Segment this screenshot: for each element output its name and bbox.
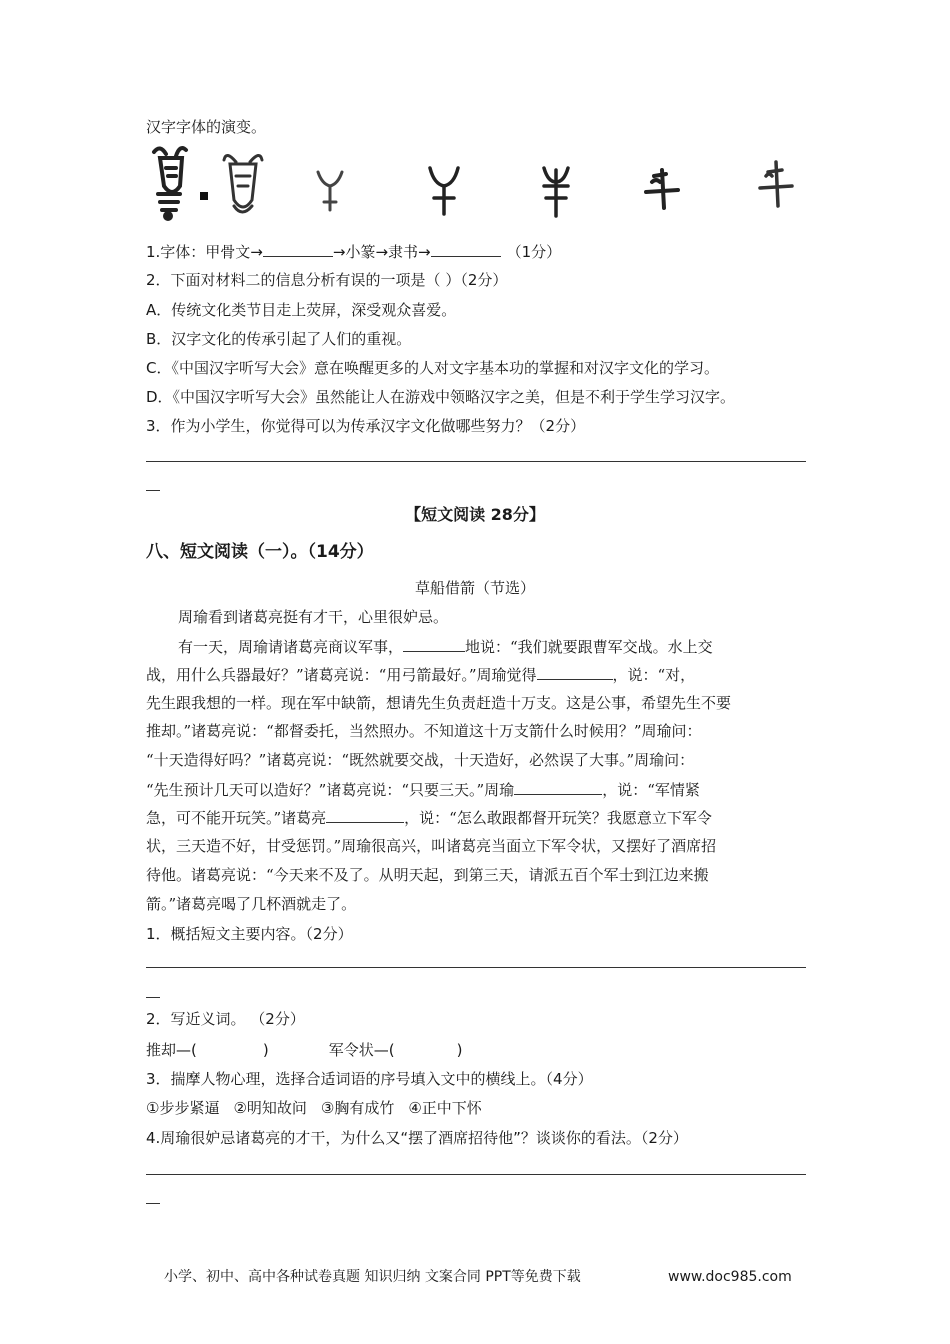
synonym-2-close: ) [456, 1041, 463, 1059]
passage-line [146, 808, 712, 827]
passage-line [146, 780, 700, 799]
question-8-2: 2．写近义词。 （2分） [146, 1010, 305, 1028]
choice-3: ③胸有成竹 [320, 1099, 395, 1117]
answer-line-tail [146, 490, 160, 491]
passage-line [178, 637, 713, 656]
evolution-heading: 汉字字体的演变。 [146, 118, 267, 136]
answer-line[interactable] [146, 967, 806, 968]
passage-line: 先生跟我想的一样。现在军中缺箭，想请先生负责赶造十万支。这是公事，希望先生不要 [146, 694, 732, 712]
answer-line[interactable] [146, 1174, 806, 1175]
passage-text: “先生预计几天可以造好？”诸葛亮说：“只要三天。”周瑜 [146, 781, 515, 799]
bronze-ox-glyph [318, 172, 342, 210]
choice-1: ①步步紧逼 [146, 1099, 220, 1117]
oracle-ox-glyph-2 [224, 155, 262, 212]
passage-text: 急，可不能开玩笑。”诸葛亮 [146, 809, 327, 827]
section-8-title: 八、短文阅读（一）。（14分） [146, 542, 374, 562]
synonym-1-label: 推却—( [146, 1041, 197, 1059]
answer-line[interactable] [146, 461, 806, 462]
passage-line: 周瑜看到诸葛亮挺有才干，心里很妒忌。 [178, 608, 449, 626]
option-c: C．《中国汉字听写大会》意在唤醒更多的人对文字基本功的掌握和对汉字文化的学习。 [146, 359, 719, 377]
oracle-ox-glyph-1 [154, 148, 186, 219]
passage-line: 待他。诸葛亮说：“今天来不及了。从明天起，到第三天，请派五百个军士到江边来搬 [146, 866, 709, 884]
passage-title: 草船借箭（节选） [414, 579, 535, 597]
answer-blank[interactable] [263, 242, 333, 257]
q1-suffix: （1分） [506, 243, 562, 261]
passage-line [146, 665, 695, 684]
passage-text: ，说：“怎么敢跟都督开玩笑？我愿意立下军令 [404, 809, 712, 827]
q1-prefix: 1.字体：甲骨文→ [146, 243, 263, 261]
synonym-1-close: ) [262, 1041, 269, 1059]
passage-text: 战，用什么兵器最好？”诸葛亮说：“用弓箭最好。”周瑜觉得 [146, 666, 537, 684]
seal-ox-glyph-1 [430, 168, 458, 214]
synonym-2-label: 军令状—( [328, 1041, 395, 1059]
question-7-1 [146, 242, 561, 261]
question-7-2: 2．下面对材料二的信息分析有误的一项是（ ）（2分） [146, 271, 508, 289]
passage-text: 地说：“我们就要跟曹军交战。水上交 [465, 638, 713, 656]
choice-4: ④正中下怀 [408, 1099, 482, 1117]
passage-line: 推却。”诸葛亮说：“都督委托，当然照办。不知道这十万支箭什么时候用？”周瑜问： [146, 722, 702, 740]
answer-blank[interactable] [326, 808, 404, 823]
question-8-4: 4.周瑜很妒忌诸葛亮的才干，为什么又“摆了酒席招待他”？谈谈你的看法。（2分） [146, 1129, 688, 1147]
q1-mid: →小篆→隶书→ [332, 243, 431, 261]
passage-text: ，说：“军情紧 [602, 781, 700, 799]
clerical-ox-glyph [646, 170, 678, 208]
passage-line: 箭。”诸葛亮喝了几杯酒就走了。 [146, 895, 357, 913]
question-7-3: 3．作为小学生，你觉得可以为传承汉字文化做哪些努力？（2分） [146, 417, 586, 435]
answer-blank[interactable] [431, 242, 501, 257]
passage-text: 有一天，周瑜请诸葛亮商议军事， [178, 638, 404, 656]
section-banner: 【短文阅读 28分】 [405, 505, 545, 524]
passage-line: 状，三天造不好，甘受惩罚。”周瑜很高兴，叫诸葛亮当面立下军令状，又摆好了酒席招 [146, 837, 717, 855]
answer-line-tail [146, 1203, 160, 1204]
question-8-3: 3．揣摩人物心理，选择合适词语的序号填入文中的横线上。（4分） [146, 1070, 593, 1088]
question-8-1: 1．概括短文主要内容。（2分） [146, 925, 353, 943]
glyph-strip [146, 142, 806, 224]
answer-line-tail [146, 997, 160, 998]
synonym-row [146, 1041, 462, 1059]
option-d: D．《中国汉字听写大会》虽然能让人在游戏中领略汉字之美，但是不利于学生学习汉字。 [146, 388, 736, 406]
answer-blank[interactable] [537, 665, 613, 680]
passage-text: ，说：“对， [612, 666, 696, 684]
bullet-dot [200, 192, 208, 200]
option-b: B．汉字文化的传承引起了人们的重视。 [146, 330, 412, 348]
answer-blank[interactable] [403, 637, 465, 652]
regular-ox-glyph [760, 162, 792, 206]
answer-blank[interactable] [514, 780, 602, 795]
seal-ox-glyph-2 [544, 168, 568, 216]
option-a: A．传统文化类节目走上荧屏，深受观众喜爱。 [146, 301, 457, 319]
footer-text: 小学、初中、高中各种试卷真题 知识归纳 文案合同 PPT等免费下载 [164, 1269, 581, 1285]
choice-row [146, 1099, 482, 1117]
passage-line: “十天造得好吗？”诸葛亮说：“既然就要交战，十天造好，必然误了大事。”周瑜问： [146, 751, 695, 769]
footer-url[interactable]: www.doc985.com [668, 1269, 792, 1285]
choice-2: ②明知故问 [233, 1099, 307, 1117]
